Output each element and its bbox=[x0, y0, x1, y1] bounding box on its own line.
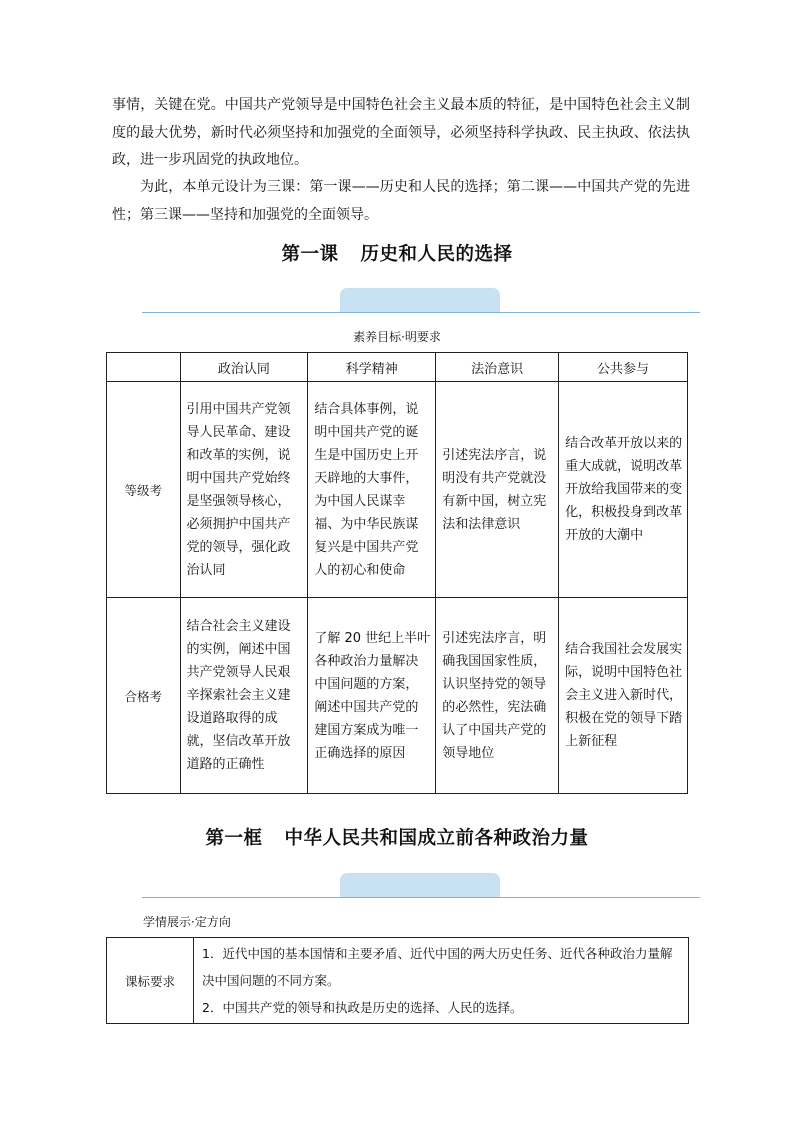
goals-table bbox=[106, 352, 688, 794]
divider-line bbox=[142, 312, 700, 313]
table-row bbox=[107, 382, 688, 598]
row-header: 合格考 bbox=[107, 598, 181, 794]
table-row bbox=[107, 938, 689, 1024]
intro-paragraph-2: 为此，本单元设计为三课：第一课——历史和人民的选择；第二课——中国共产党的先进性；第三课——坚持和加强党的全面领导。 bbox=[112, 179, 690, 223]
frame-title-text: 中华人民共和国成立前各种政治力量 bbox=[284, 828, 589, 849]
table-cell: 引述宪法序言，明确我国国家性质，认识坚持党的领导的必然性，宪法确认了中国共产党的领导地位 bbox=[436, 598, 559, 794]
column-header: 公共参与 bbox=[559, 353, 688, 382]
goals-corner-cell bbox=[107, 353, 181, 382]
goals-caption: 素养目标·明要求 bbox=[353, 330, 441, 344]
column-header: 政治认同 bbox=[180, 353, 308, 382]
goals-header-row bbox=[107, 353, 688, 382]
lesson-label: 第一课 bbox=[281, 244, 339, 265]
frame-label: 第一框 bbox=[205, 828, 263, 849]
lesson-title bbox=[0, 240, 794, 266]
requirement-item: 2．中国共产党的领导和执政是历史的选择、人民的选择。 bbox=[202, 1000, 523, 1015]
table-cell: 引用中国共产党领导人民革命、建设和改革的实例，说明中国共产党始终是坚强领导核心，必须拥护中国共产党的领导，强化政治认同 bbox=[180, 382, 308, 598]
row-header: 课标要求 bbox=[107, 938, 194, 1024]
table-cell: 结合社会主义建设的实例，阐述中国共产党领导人民艰辛探索社会主义建设道路取得的成就，坚信改革开放道路的正确性 bbox=[180, 598, 308, 794]
section-divider bbox=[142, 288, 700, 314]
column-header: 法治意识 bbox=[436, 353, 559, 382]
divider-tab bbox=[340, 288, 500, 312]
section-divider bbox=[142, 873, 700, 899]
lesson-title-text: 历史和人民的选择 bbox=[360, 244, 513, 265]
frame-title bbox=[0, 824, 794, 850]
divider-line bbox=[142, 897, 700, 898]
table-cell: 结合改革开放以来的重大成就，说明改革开放给我国带来的变化，积极投身到改革开放的大潮中 bbox=[559, 382, 688, 598]
curriculum-requirements bbox=[194, 938, 689, 1024]
row-header: 等级考 bbox=[107, 382, 181, 598]
column-header: 科学精神 bbox=[308, 353, 436, 382]
requirement-item: 1．近代中国的基本国情和主要矛盾、近代中国的两大历史任务、近代各种政治力量解决中国问题的不同方案。 bbox=[202, 946, 673, 988]
table-cell: 结合我国社会发展实际，说明中国特色社会主义进入新时代，积极在党的领导下踏上新征程 bbox=[559, 598, 688, 794]
curriculum-table bbox=[106, 937, 689, 1024]
intro-paragraph-1: 事情，关键在党。中国共产党领导是中国特色社会主义最本质的特征，是中国特色社会主义制度的最大优势，新时代必须坚持和加强党的全面领导，必须坚持科学执政、民主执政、依法执政，进一步巩固党的执政地位。 bbox=[112, 97, 690, 168]
divider-tab bbox=[340, 873, 500, 897]
table-cell: 结合具体事例，说明中国共产党的诞生是中国历史上开天辟地的大事件，为中国人民谋幸福、为中华民族谋复兴是中国共产党人的初心和使命 bbox=[308, 382, 436, 598]
table-cell: 引述宪法序言，说明没有共产党就没有新中国，树立宪法和法律意识 bbox=[436, 382, 559, 598]
table-row bbox=[107, 598, 688, 794]
study-caption: 学情展示·定方向 bbox=[143, 915, 231, 929]
table-cell: 了解 20 世纪上半叶各种政治力量解决中国问题的方案，阐述中国共产党的建国方案成为唯一正确选择的原因 bbox=[308, 598, 436, 794]
